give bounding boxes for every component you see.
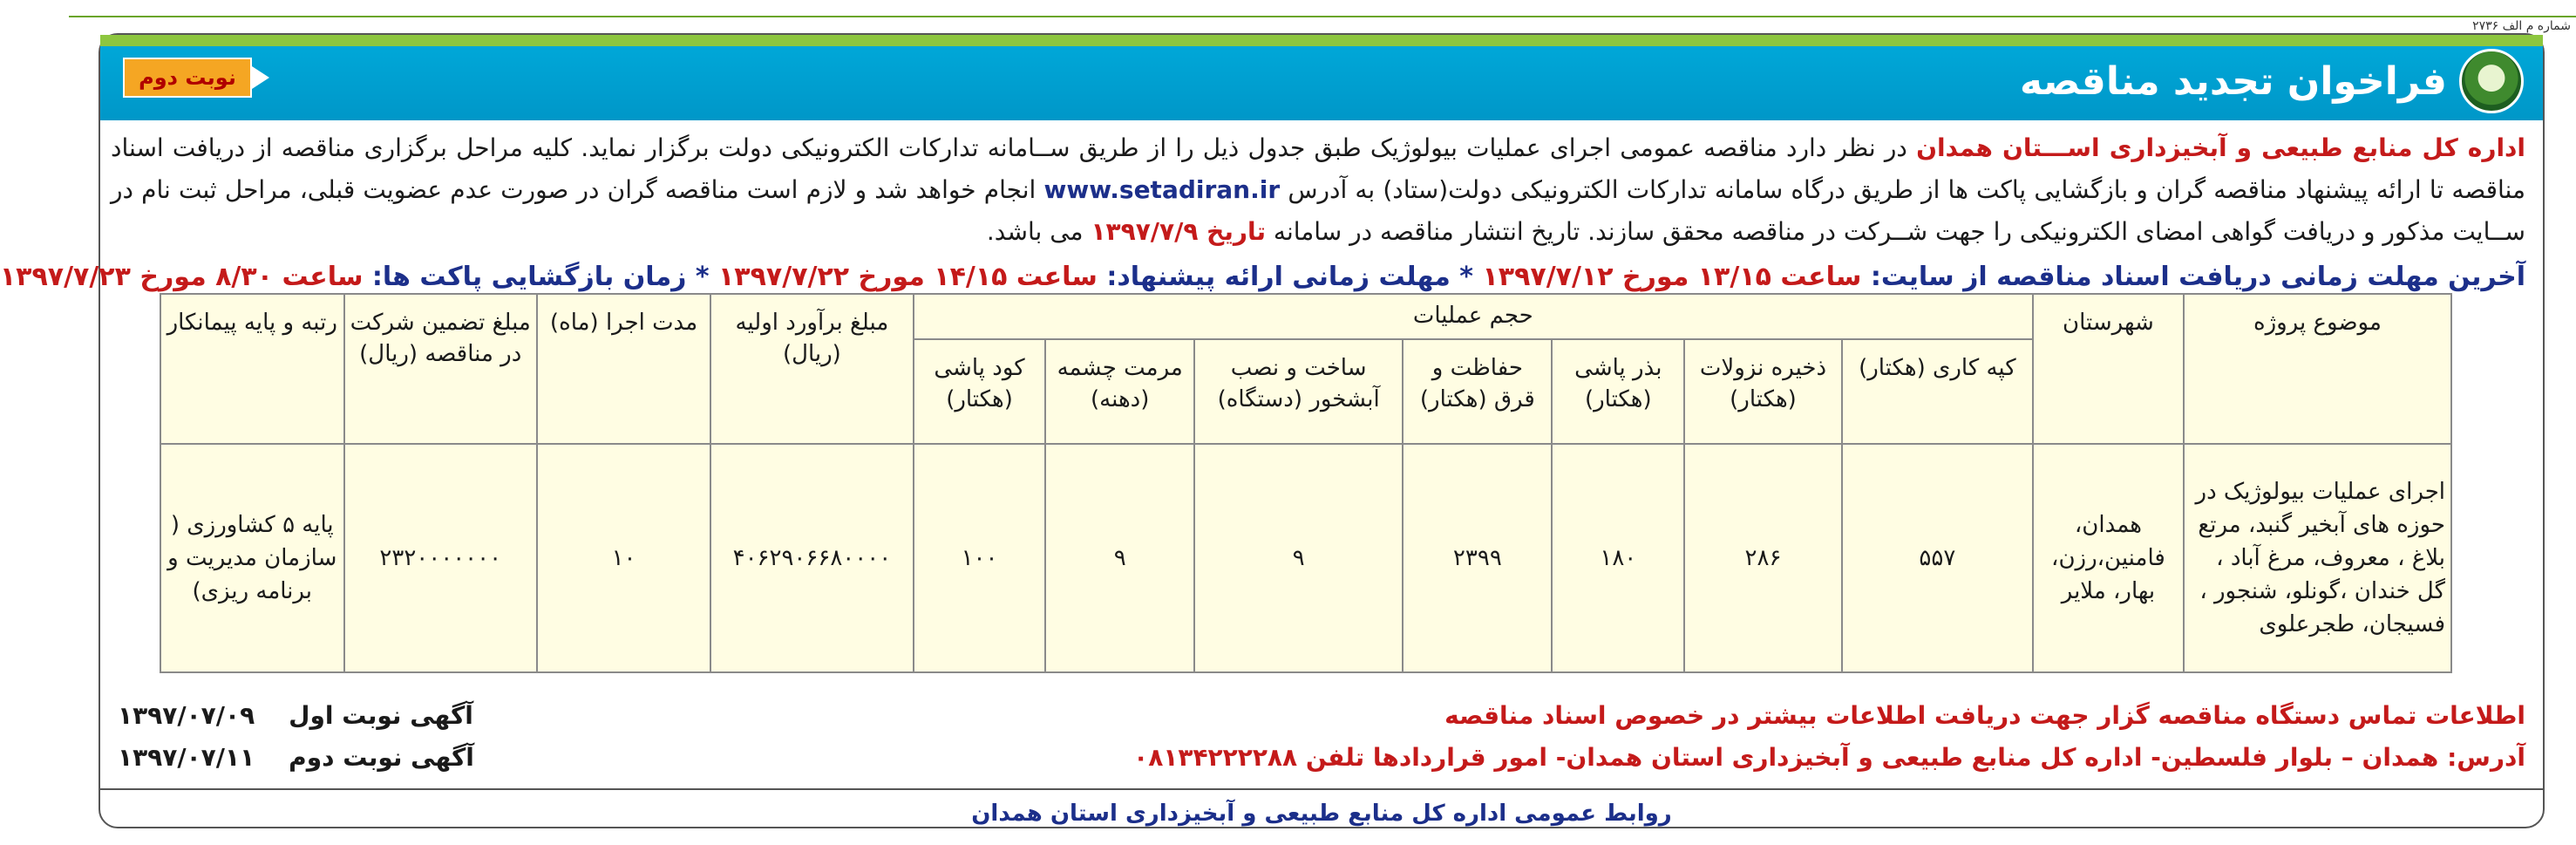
cell-op: ۲۳۹۹ (1403, 444, 1552, 672)
first-ad-date: ۱۳۹۷/۰۷/۰۹ (118, 701, 255, 730)
organization-name: اداره کل منابع طبیعی و آبخیزداری اســـتان همدان (1916, 133, 2526, 162)
contact-address: آدرس: همدان – بلوار فلسطین- اداره کل منابع طبیعی و آبخیزداری استان همدان- امور قراردادها تلفن ۰۸۱۳۴۲۲۲۲۸۸ (1133, 743, 2525, 772)
header-county: شهرستان (2033, 294, 2184, 444)
header-operations: حجم عملیات (914, 294, 2033, 339)
organization-logo-icon (2459, 49, 2524, 113)
table-header-row (160, 294, 2451, 339)
cell-op: ۲۸۶ (1684, 444, 1842, 672)
deadline-bid-label: * مهلت زمانی ارائه پیشنهاد: (1097, 262, 1483, 292)
cell-op: ۵۵۷ (1842, 444, 2033, 672)
table-row (160, 444, 2451, 672)
cell-duration: ۱۰ (537, 444, 710, 672)
deadline-bid-value: ساعت ۱۴/۱۵ مورخ ۱۳۹۷/۷/۲۲ (718, 262, 1098, 292)
header-guarantee: مبلغ تضمین شرکت در مناقصه (ریال) (344, 294, 537, 444)
header-op: کپه کاری (هکتار) (1842, 339, 2033, 444)
cell-rank: پایه ۵ کشاورزی ( سازمان مدیریت و برنامه ریزی) (160, 444, 344, 672)
header-op: ذخیره نزولات (هکتار) (1684, 339, 1842, 444)
intro-text-1: در نظر دارد مناقصه عمومی اجرای عملیات بیولوژیک طبق جدول ذیل را از طریق ســامانه تدارکات الکترونیکی دولت برگزار نماید. کلیه مراحل برگزاری مناقصه از دریافت اسناد مناقصه تا ارائه پیشنهاد مناقصه گران و بازگشایی پاکت ها از طریق درگاه سامانه تدارکات الکترونیکی دولت(ستاد) به آدرس (111, 133, 2525, 204)
cell-county: همدان، فامنین،رزن، بهار، ملایر (2033, 444, 2184, 672)
publish-date: تاریخ ۱۳۹۷/۷/۹ (1091, 217, 1267, 246)
footer-credit: روابط عمومی اداره کل منابع طبیعی و آبخیزداری استان همدان (100, 788, 2543, 827)
header-estimate: مبلغ برآورد اولیه (ریال) (710, 294, 914, 444)
header-duration: مدت اجرا (ماه) (537, 294, 710, 444)
top-rule (69, 16, 2576, 17)
deadline-opening-label: * زمان بازگشایی پاکت ها: (363, 262, 718, 292)
cell-op: ۹ (1194, 444, 1403, 672)
ad-frame (0, 33, 2545, 828)
deadline-docs-value: ساعت ۱۳/۱۵ مورخ ۱۳۹۷/۷/۱۲ (1482, 262, 1862, 292)
cell-guarantee: ۲۳۲۰۰۰۰۰۰۰ (344, 444, 537, 672)
portal-url[interactable]: www.setadiran.ir (1043, 175, 1281, 204)
contact-heading: اطلاعات تماس دستگاه مناقصه گزار جهت دریافت اطلاعات بیشتر در خصوص اسناد مناقصه (1444, 701, 2525, 730)
intro-paragraph (111, 127, 2525, 253)
reference-number: شماره م الف ۲۷۳۶ (2472, 19, 2571, 33)
header-op: مرمت چشمه (دهنه) (1045, 339, 1194, 444)
intro-text-3: می باشد. (986, 217, 1091, 246)
header-subject: موضوع پروژه (2184, 294, 2451, 444)
cell-op: ۱۸۰ (1552, 444, 1684, 672)
first-ad-line (118, 701, 473, 730)
deadlines-line (0, 262, 2525, 292)
header-op: ساخت و نصب آبشخور (دستگاه) (1194, 339, 1403, 444)
second-ad-label: آگهی نوبت دوم (289, 743, 474, 772)
badge-arrow-icon (252, 66, 269, 89)
header-rank: رتبه و پایه پیمانکار (160, 294, 344, 444)
header-op: بذر پاشی (هکتار) (1552, 339, 1684, 444)
header-op: کود پاشی (هکتار) (914, 339, 1046, 444)
tender-table (160, 293, 2452, 673)
header-op: حفاظت و قرق (هکتار) (1403, 339, 1552, 444)
round-badge: نوبت دوم (123, 58, 252, 98)
deadline-opening-value: ساعت ۸/۳۰ مورخ ۱۳۹۷/۷/۲۳ (0, 262, 364, 292)
second-ad-line (118, 743, 474, 772)
deadline-docs-label: آخرین مهلت زمانی دریافت اسناد مناقصه از سایت: (1861, 262, 2525, 292)
cell-op: ۹ (1045, 444, 1194, 672)
page-title: فراخوان تجدید مناقصه (2020, 59, 2447, 104)
cell-estimate: ۴۰۶۲۹۰۶۶۸۰۰۰۰ (710, 444, 914, 672)
cell-subject: اجرای عملیات بیولوژیک در حوزه های آبخیر گنبد، مرتع بلاغ ، معروف، مرغ آباد ، گل خندان ،گونلو، شنجور ، فسیجان، طجرعلوی (2184, 444, 2451, 672)
header-green-bar (100, 35, 2543, 46)
first-ad-label: آگهی نوبت اول (289, 701, 473, 730)
intro-text-2: انجام خواهد شد و لازم است مناقصه گران در صورت عدم عضویت قبلی، مراحل ثبت نام در ســایت مذکور و دریافت گواهی امضای الکترونیکی را جهت شــرکت در مناقصه محقق سازند. تاریخ انتشار مناقصه در سامانه (111, 175, 2525, 246)
second-ad-date: ۱۳۹۷/۰۷/۱۱ (118, 743, 255, 772)
cell-op: ۱۰۰ (914, 444, 1046, 672)
